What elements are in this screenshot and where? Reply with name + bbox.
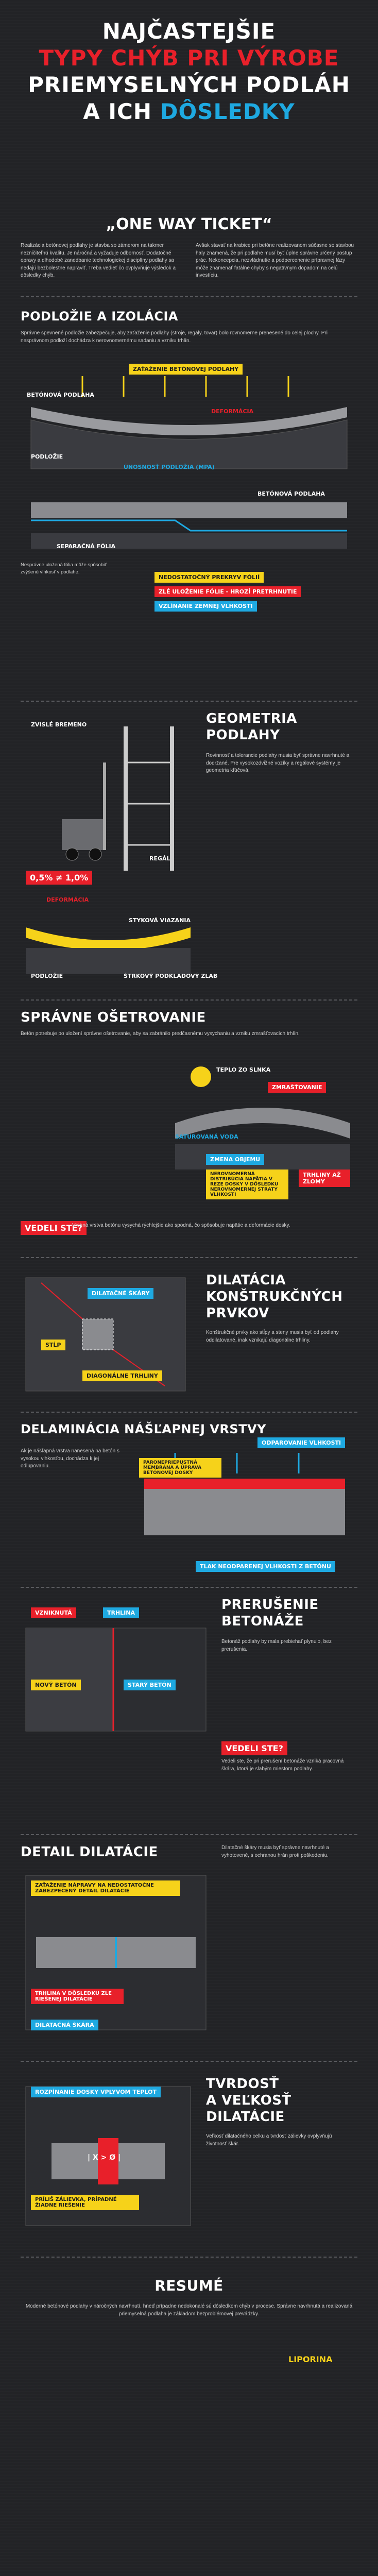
did-you-know-1-text: Vrchná vrstva betónu vysychá rýchlejšie ako spodná, čo spôsobuje napätie a deformácie dosky. xyxy=(72,1223,290,1228)
axle-load-tag: ZAŤAŽENIE NÁPRAVY NA NEDOSTATOČNE ZABEZPEČENÝ DETAIL DILATÁCIE xyxy=(31,1880,180,1896)
section-6-title-2: BETONÁŽE xyxy=(221,1614,304,1629)
arising-tag: VZNIKNUTÁ xyxy=(31,1607,76,1618)
cracks-tag: TRHLINY AŽ ZLOMY xyxy=(299,1170,350,1187)
section-4-text: Konštrukčné prvky ako stĺpy a steny musia byť od podlahy oddilatované, inak vznikajú diagonálne trhliny. xyxy=(206,1330,339,1343)
section-7-text: Dilatačné škáry musia byť správne navrhnuté a vyhotovené, s ochranou hrán proti poškodeniu. xyxy=(221,1845,329,1858)
summary-title: RESUMÉ xyxy=(154,2277,224,2294)
strength-label: ÚNOSNOSŤ PODLOŽIA (MPA) xyxy=(124,464,215,470)
steam-tag: ODPAROVANIE VLHKOSTI xyxy=(257,1437,345,1448)
diag-tag: DIAGONÁLNE TRHLINY xyxy=(82,1370,162,1381)
did-you-know-2: VEDELI STE? xyxy=(221,1741,287,1755)
deformation-label: DEFORMÁCIA xyxy=(211,408,254,415)
section-1-text: Správne spevnené podložie zabezpečuje, aby zaťaženie podlahy (stroje, regály, tovar) bolo rovnomerne prenesené do celej plochy. Pri nesprávnom podloží dochádza k nerovnomernému sadaniu a vzniku trhlín. xyxy=(21,330,328,344)
section-5-text: Ak je nášľapná vrstva nanesená na betón s vysokou vlhkosťou, dochádza k jej odlupovaniu. xyxy=(21,1448,119,1469)
load-vertical-label: ZVISLÉ BREMENO xyxy=(31,721,87,728)
section-6-title-1: PRERUŠENIE xyxy=(221,1597,319,1613)
section-4-title-2: KONŠTRUKČNÝCH xyxy=(206,1289,343,1304)
section-4-title-1: DILATÁCIA xyxy=(206,1273,286,1288)
divider xyxy=(21,1587,357,1588)
load-arrows xyxy=(82,376,288,397)
intro-subtitle: „ONE WAY TICKET“ xyxy=(106,215,272,233)
footer-logo: LIPORINA xyxy=(288,2354,333,2364)
thermal-tag: ROZPÍNANIE DOSKY VPLYVOM TEPLOT xyxy=(31,2087,161,2097)
subgrade-label-2: PODLOŽIE xyxy=(31,973,63,979)
did-you-know-2-text: Vedeli ste, že pri prerušení betonáže vzniká pracovná škára, ktorá je slabým miestom podlahy. xyxy=(221,1758,344,1772)
saturated-label: SATUROVANÁ VODA xyxy=(175,1133,238,1140)
intro-right-text: Avšak stavať na krabice pri betóne realizovanom súčasne so stavbou haly znamená, že pri podlahe musí byť úplne správne určený postup prác. Nekoncepcia, nezvládnutie a podpercenenie prípravnej fázy môže znamenať fatálne chyby s negatívnym dopadom na celú investíciu. xyxy=(196,243,354,278)
tag-bad-placement: ZLÉ ULOŽENIE FÓLIE - HROZÍ PRETRHNUTIE xyxy=(154,586,301,597)
joint-label: STYKOVÁ VIAZANIA xyxy=(129,917,191,924)
flow-tag: NEROVNOMERNÁ DISTRIBÚCIA NAPÄTIA V REZE DOSKY V DÔSLEDKU NEROVNOMERNEJ STRATY VLHKOSTI xyxy=(206,1170,288,1199)
section-3-text: Betón potrebuje po uložení správne ošetrovanie, aby sa zabránilo predčasnému vysychaniu a vzniku zmrašťovacích trhlín. xyxy=(21,1031,300,1037)
new-concrete-tag: NOVÝ BETÓN xyxy=(31,1680,81,1690)
section-8-text: Veľkosť dilatačného celku a tvrdosť zálievky ovplyvňujú životnosť škár. xyxy=(206,2133,332,2147)
percent-tag: 0,5% ≠ 1,0% xyxy=(26,871,92,885)
x-label: | X > Ø | xyxy=(88,2154,121,2162)
divider xyxy=(21,1257,357,1258)
tag-moisture: VZLÍNANIE ZEMNEJ VLHKOSTI xyxy=(154,601,257,612)
summary-text: Moderné betónové podlahy v náročných navrhnutí, hneď prípadne nedokonalé sú dôsledkom chýb v procese. Správne navrhnutá a realizovaná priemyselná podlaha je základom bezproblémovej prevádzky. xyxy=(25,2303,353,2317)
section-8-title-3: DILATÁCIE xyxy=(206,2109,285,2125)
divider xyxy=(21,1834,357,1835)
foil-label: SEPARAČNÁ FÓLIA xyxy=(57,543,116,550)
temp-label: TEPLO ZO SLNKA xyxy=(216,1066,271,1073)
pressure-tag: TLAK NEODPARENEJ VLHKOSTI Z BETÓNU xyxy=(196,1561,335,1572)
shrink-tag: ZMRAŠŤOVANIE xyxy=(268,1082,326,1093)
slab-label-2: BETÓNOVÁ PODLAHA xyxy=(257,490,325,497)
title-line-3: PRIEMYSELNÝCH PODLÁH xyxy=(28,72,350,97)
title-line-2: TYPY CHÝB PRI VÝROBE xyxy=(39,45,339,71)
fill-tag: PRÍLIŠ ZÁLIEVKA, PRÍPADNÉ ŽIADNE RIEŠENIE xyxy=(31,2195,139,2210)
volume-tag: ZMENA OBJEMU xyxy=(206,1154,264,1165)
section-4-title-3: PRVKOV xyxy=(206,1306,269,1321)
did-you-know-1: VEDELI STE? xyxy=(21,1221,87,1235)
divider xyxy=(21,296,357,297)
load-tag: ZAŤAŽENIE BETÓNOVEJ PODLAHY xyxy=(129,364,243,375)
divider xyxy=(21,2257,357,2258)
title-line-1: NAJČASTEJŠIE xyxy=(102,19,276,44)
section-8-title-1: TVRDOSŤ xyxy=(206,2076,279,2092)
section-7-title: DETAIL DILATÁCIE xyxy=(21,1844,158,1860)
section-2-title-2: PODLAHY xyxy=(206,727,280,743)
title-line-4 xyxy=(0,101,378,123)
section-2-text: Rovinnosť a tolerancie podlahy musia byť správne navrhnuté a dodržané. Pre vysokozdvižné vozíky a regálové systémy je geometria kľúčová. xyxy=(206,753,350,773)
layers-label: ŠTRKOVÝ PODKLADOVÝ ZLAB xyxy=(124,973,218,979)
intro-left-text: Realizácia betónovej podlahy je stavba so zámerom na takmer nezničiteľnú kvalitu. Je náročná a vyžaduje odbornosť. Dodatočné opravy a dlhodobé zanedbanie technologickej disciplíny podlahy sa nedajú bezbolestne napraviť. Treba vedieť čo ovplyvňuje výsledok a dôsledky chýb. xyxy=(21,243,176,278)
divider xyxy=(21,1412,357,1413)
old-concrete-tag: STARÝ BETÓN xyxy=(124,1680,176,1690)
slab-label: BETÓNOVÁ PODLAHA xyxy=(27,392,94,398)
foil-side-text: Nesprávne uložená fólia môže spôsobiť zvýšenú vlhkosť v podlahe. xyxy=(21,562,107,575)
section-5-title: DELAMINÁCIA NÁŠĽAPNEJ VRSTVY xyxy=(21,1422,266,1436)
deformation-label-2: DEFORMÁCIA xyxy=(46,896,89,903)
column-tag: STĹP xyxy=(41,1340,65,1350)
membrane-tag: PARONEPRIEPUSTNÁ MEMBRÁNA A ÚPRAVA BETÓNOVEJ DOSKY xyxy=(139,1458,221,1478)
section-6-text: Betonáž podlahy by mala prebiehať plynulo, bez prerušenia. xyxy=(221,1639,332,1652)
joint-crack-tag: TRHLINA V DÔSLEDKU ZLE RIEŠENEJ DILATÁCIE xyxy=(31,1989,124,2004)
crack-tag: TRHLINA xyxy=(103,1607,139,1618)
section-2-title-1: GEOMETRIA xyxy=(206,711,297,726)
divider xyxy=(21,701,357,702)
section-8-title-2: A VEĽKOSŤ xyxy=(206,2093,291,2108)
section-3-title: SPRÁVNE OŠETROVANIE xyxy=(21,1010,206,1025)
subgrade-label: PODLOŽIE xyxy=(31,453,63,460)
joint-tag: DILATAČNÉ ŠKÁRY xyxy=(88,1288,153,1299)
expansion-joint-tag: DILATAČNÁ ŠKÁRA xyxy=(31,2020,98,2030)
title-line-4-highlight: DÔSLEDKY xyxy=(160,99,295,124)
title-line-4-prefix: A ICH xyxy=(83,99,152,124)
tag-overlap: NEDOSTATOČNÝ PREKRYV FÓLIÍ xyxy=(154,572,264,583)
divider xyxy=(21,2061,357,2062)
rack-label: REGÁL xyxy=(149,855,170,862)
divider xyxy=(21,999,357,1001)
section-1-title: PODLOŽIE A IZOLÁCIA xyxy=(21,309,178,324)
